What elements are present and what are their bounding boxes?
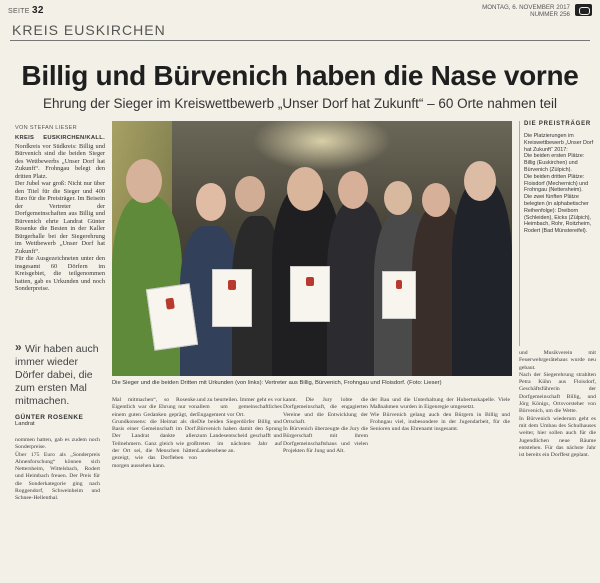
body-column-right: und Musikverein mit Feuerwehrgerätehaus wurde neu gebaut. Nach der Siegerehrung strahlten Petra Kühn aus Floisdorf, Geschäftsführerin der Dorfgemeinschaft Billig, und Jörg Königs, Ortsvorsteher von Bürvenich, um die Wette. In Bürvenich wiederum geht es mit dem Umbau des Schulhauses weiter, hier sollen auch für die Jugendlichen neue Räume entstehen. Für das nächste Jahr ist bereits ein Dorffest geplant. <box>519 350 596 459</box>
person-7-head <box>422 183 450 217</box>
lead-column <box>15 134 105 293</box>
article-headline: Billig und Bürvenich haben die Nase vorne <box>21 60 579 91</box>
pull-quote <box>15 343 107 408</box>
person-1-head <box>126 159 162 203</box>
person-5-head <box>338 171 368 209</box>
body-column-2: Mal mitmachen“, so Rosenke. Eigentlich war die Ehrung nur von einem guten Gedanken geprägt, der Grundkonsens: die Heimat als die Basis einer Gemeinschaft im Dorf. Der Landrat dankte allen Teilnehmern. Ganz gleich wie groß der Ort sei, die Menschen hätten gezeigt, wie das Dorfleben von morgen aussehen kann. <box>112 397 197 469</box>
person-4-head <box>287 167 323 211</box>
section-title: KREIS EUSKIRCHEN <box>12 22 166 38</box>
section-divider <box>10 40 590 41</box>
lead-text: Nordkreis vor Südkreis: Billig und Bürvenich sind die beiden Sieger des Wettbewerbs „Unser Dorf hat Zukunft“. Frohngau belegt den dritten Platz. Der Jubel war groß: Nicht nur über den Titel für die Sieger und 400 Euro für die Preisträger. Im Beisein der Vertreter der Dorfgemeinschaften aus Billig und Bürvenich ehrte Landrat Günter Rosenke die Besten in der Kaller Bürgerhalle bei der Siegerehrung im Wettbewerb „Unser Dorf hat Zukunft“. Für die Ausgezeichneten unter den insgesamt 60 Dörfern im Kreisgebiet, die teilgenommen hatten, gab es Urkunden und noch Sonderpreise. <box>15 142 105 292</box>
dateline: KREIS EUSKIRCHEN/KALL. <box>15 135 105 141</box>
body-column-4: kannt. Die Jury lobte die Dorfgemeinschaft, die engagierten Vereine und die Entwicklung der Ortschaft. In Bürvenich überzeugte die Jury die Bürgerschaft mit ihrem Dorfgemeinschaftshaus und vielen Projekten für Jung und Alt. <box>283 397 368 455</box>
article-photo <box>112 121 512 376</box>
page-date: MONTAG, 6. NOVEMBER 2017 <box>482 4 570 11</box>
photo-light <box>252 121 392 171</box>
certificate-2 <box>212 269 252 327</box>
article-byline: VON STEFAN LIESER <box>15 125 77 131</box>
body-column-3: und zu beurteilen. Immer geht es vor allem um gemeinschaftliches Engagement vor Ort. Die beiden Siegerdörfer Billig und Bürvenich haben damit den Sprung zum Landesentscheid geschafft und treten im nächsten Jahr auf Landesebene an. <box>197 397 282 455</box>
photo-caption: Die Sieger und die beiden Dritten mit Urkunden (von links): Vertreter aus Billig, Bürvenich, Frohngau und Floisdorf. (Foto: Lieser) <box>112 380 442 386</box>
quote-mark-icon: » <box>15 340 22 354</box>
quote-author-name: GÜNTER ROSENKE <box>15 414 84 421</box>
infobox-body: Die Platzierungen im Kreiswettbewerb „Unser Dorf hat Zukunft“ 2017: Die beiden ersten Plätze: Billig (Euskirchen) und Bürvenich (Zülpich). Die beiden dritten Plätze: Floisdorf (Mechernich) und Frohngau (Nettersheim). Die zwei fünften Plätze belegten (in alphabetischer Reihenfolge): Dreiborn (Schleiden), Eicks (Zülpich), Heimbach, Rohr, Roitzheim, Rodert (Bad Münstereifel). <box>524 133 594 235</box>
certificate-3 <box>290 266 330 322</box>
quote-author <box>15 414 105 427</box>
person-6-head <box>384 181 412 215</box>
pull-quote-text: Wir haben auch immer wieder Dörfer dabei, die zum ersten Mal mitmachen. <box>15 343 99 407</box>
article-subhead: Ehrung der Sieger im Kreiswettbewerb „Unser Dorf hat Zukunft“ – 60 Orte nahmen teil <box>43 96 557 111</box>
infobox-title: DIE PREISTRÄGER <box>524 121 592 127</box>
certificate-1 <box>146 283 198 351</box>
body-column-5: der Bau und die Unterhaltung der Hubertuskapelle. Viele Maßnahmen wurden in Eigenregie umgesetzt. Wie Bürvenich gelang auch den Bürgern in Billig und Frohngau viel, insbesondere in der Jugendarbeit, für die Senioren und das Ehrenamt insgesamt. <box>370 397 510 433</box>
winners-infobox <box>519 121 594 346</box>
person-8 <box>452 181 512 376</box>
page-number: 32 <box>31 5 44 16</box>
issue-number: NUMMER 256 <box>530 11 570 18</box>
quote-author-role: Landrat <box>15 421 35 427</box>
person-8-head <box>464 161 496 201</box>
person-3-head <box>235 176 265 212</box>
newspaper-logo-icon <box>575 4 592 16</box>
body-column-1: nommen hatten, gab es zudem noch Sonderpreise. Über 175 Euro als „Sonderpreis Ahnenforschung“ können sich Nettersheim, Wittelsbach, Rodert und Heimbach freuen. Der Preis für die Sonderkategorie ging nach Roggendorf, Schweinheim und Schnee-Hellenthal. <box>15 437 100 502</box>
certificate-4 <box>382 271 416 319</box>
page-label: SEITE <box>8 8 30 15</box>
person-2-head <box>196 183 226 221</box>
page-header <box>8 4 592 16</box>
